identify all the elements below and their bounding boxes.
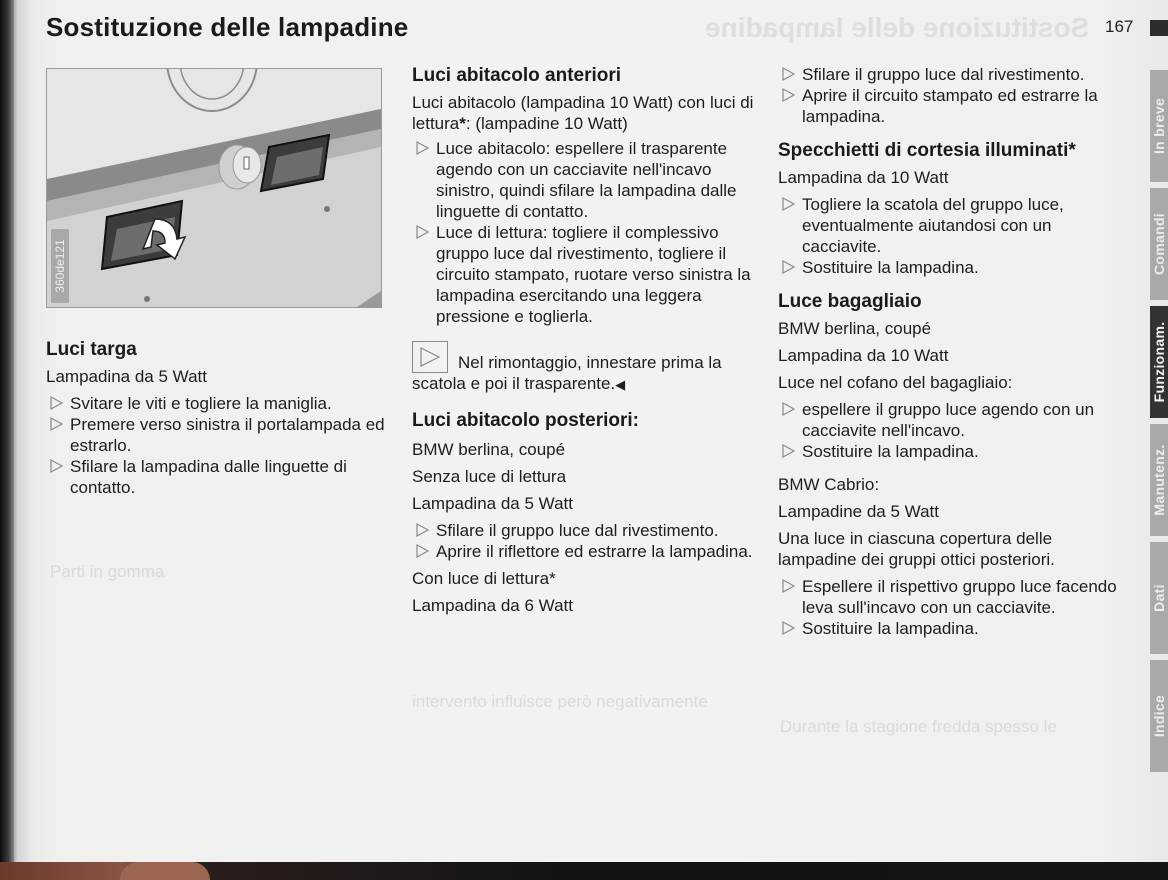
step-item: Luce abitacolo: espellere il trasparente agendo con un cacciavite nell'incavo sinistro, quindi sfilare la lampadina dalle linguette di contatto. (412, 138, 762, 222)
steps-posteriori (412, 520, 762, 562)
steps-cabrio (778, 576, 1123, 639)
step-item: Premere verso sinistra il portalampada ed estrarlo. (46, 414, 396, 456)
bulb-spec: Lampadine da 5 Watt (778, 502, 939, 521)
bulb-spec: Lampadina da 5 Watt (412, 494, 573, 513)
page-number: 167 (1105, 17, 1134, 36)
step-item: Sfilare il gruppo luce dal rivestimento. (412, 520, 762, 541)
tab-comandi[interactable]: Comandi (1150, 188, 1168, 300)
finger-holding-book (120, 862, 210, 880)
section-heading-luci-abitacolo-posteriori: Luci abitacolo posteriori: (412, 410, 639, 431)
bulb-spec: Lampadina da 6 Watt (412, 596, 573, 615)
page-title: Sostituzione delle lampadine (46, 12, 409, 42)
note-box-icon (412, 341, 448, 373)
step-item: Sfilare la lampadina dalle linguette di contatto. (46, 456, 396, 498)
triangle-bullet-icon (780, 401, 796, 417)
section-heading-specchietti: Specchietti di cortesia illuminati* (778, 140, 1076, 161)
triangle-bullet-icon (780, 620, 796, 636)
step-item: Togliere la scatola del gruppo luce, eventualmente aiutandosi con un cacciavite. (778, 194, 1123, 257)
variant-line: Con luce di lettura* (412, 569, 556, 588)
tab-funzionamento[interactable]: Funzionam. (1150, 306, 1168, 418)
step-item: Luce di lettura: togliere il complessivo gruppo luce dal rivestimento, togliere il circuito stampato, ruotare verso sinistra la lampadina esercitando una leggera pressione e toglierla. (412, 222, 762, 327)
variant-line: Senza luce di lettura (412, 467, 567, 486)
model-line: BMW berlina, coupé (412, 440, 566, 459)
tab-manutenzione[interactable]: Manutenz. (1150, 424, 1168, 536)
triangle-bullet-icon (780, 578, 796, 594)
step-item: Svitare le viti e togliere la maniglia. (46, 393, 396, 414)
show-through-text: Durante la stagione fredda spesso le (780, 717, 1057, 736)
step-item: Sfilare il gruppo luce dal rivestimento. (778, 64, 1123, 85)
triangle-bullet-icon (414, 522, 430, 538)
bulb-spec: Lampadina da 10 Watt (778, 346, 949, 365)
triangle-bullet-icon (414, 140, 430, 156)
triangle-bullet-icon (780, 87, 796, 103)
triangle-bullet-icon (414, 224, 430, 240)
intro-text: Luci abitacolo (lampadina 10 Watt) con luci di lettura*: (lampadine 10 Watt) (412, 93, 754, 133)
note: Nel rimontaggio, innestare prima la scatola e poi il trasparente.◀ (412, 341, 762, 395)
triangle-bullet-icon (780, 196, 796, 212)
steps-luci-targa (46, 393, 396, 498)
section-heading-luci-targa: Luci targa (46, 339, 137, 360)
show-through-text: intervento influisce però negativamente (412, 692, 708, 711)
show-through-text: Parti in gomma (50, 562, 165, 581)
end-mark-icon: ◀ (615, 377, 626, 392)
page-edge-marker (1150, 20, 1168, 36)
tab-dati[interactable]: Dati (1150, 542, 1168, 654)
license-plate-lights-figure (46, 68, 382, 308)
triangle-bullet-icon (48, 416, 64, 432)
step-item: Espellere il rispettivo gruppo luce facendo leva sull'incavo con un cacciavite. (778, 576, 1123, 618)
triangle-bullet-icon (780, 443, 796, 459)
column-left (46, 338, 396, 498)
column-right (778, 64, 1123, 639)
bulb-spec: Lampadina da 10 Watt (778, 168, 949, 187)
bulb-spec: Lampadina da 5 Watt (46, 367, 207, 386)
model-line: BMW Cabrio: (778, 475, 880, 494)
book-spine-shadow (0, 0, 14, 862)
step-item: espellere il gruppo luce agendo con un cacciavite nell'incavo. (778, 399, 1123, 441)
steps-specchietti (778, 194, 1123, 278)
tab-in-breve[interactable]: In breve (1150, 70, 1168, 182)
description-line: Una luce in ciascuna copertura delle lampadine dei gruppi ottici posteriori. (778, 529, 1055, 569)
step-item: Aprire il riflettore ed estrarre la lampadina. (412, 541, 762, 562)
step-item: Aprire il circuito stampato ed estrarre la lampadina. (778, 85, 1123, 127)
steps-bagagliaio (778, 399, 1123, 462)
steps-anteriori (412, 138, 762, 327)
show-through-title: Sostituzione delle lampadine (705, 12, 1090, 43)
section-heading-luce-bagagliaio: Luce bagagliaio (778, 291, 922, 312)
triangle-bullet-icon (780, 66, 796, 82)
triangle-bullet-icon (48, 395, 64, 411)
column-middle (412, 64, 762, 616)
section-heading-luci-abitacolo-anteriori: Luci abitacolo anteriori (412, 65, 622, 86)
triangle-bullet-icon (48, 458, 64, 474)
step-item: Sostituire la lampadina. (778, 618, 1123, 639)
model-line: BMW berlina, coupé (778, 319, 932, 338)
triangle-bullet-icon (780, 259, 796, 275)
step-item: Sostituire la lampadina. (778, 257, 1123, 278)
trunk-illustration (47, 69, 381, 307)
triangle-bullet-icon (414, 543, 430, 559)
figure-code-label: 360de121 (51, 229, 69, 303)
step-item: Sostituire la lampadina. (778, 441, 1123, 462)
location-line: Luce nel cofano del bagagliaio: (778, 373, 1013, 392)
steps-continued (778, 64, 1123, 127)
tab-indice[interactable]: Indice (1150, 660, 1168, 772)
